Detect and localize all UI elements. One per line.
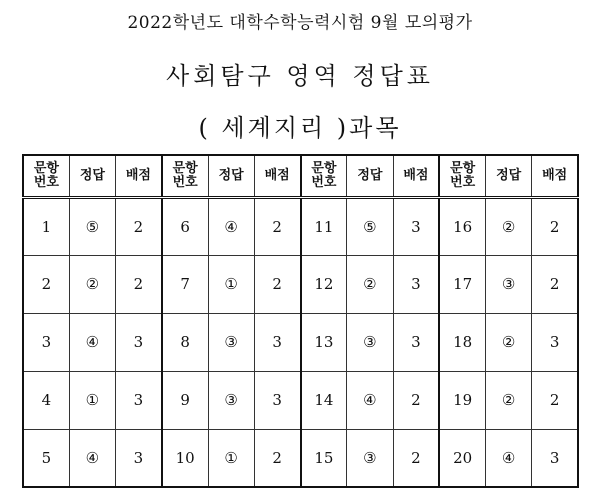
- score-value: 2: [254, 255, 300, 313]
- question-number: 11: [301, 197, 347, 255]
- subject-title: ( 세계지리 )과목: [198, 114, 402, 142]
- answer-value: ③: [208, 313, 254, 371]
- question-number: 18: [439, 313, 485, 371]
- question-number: 12: [301, 255, 347, 313]
- score-value: 2: [254, 429, 300, 487]
- header-question-number: 문항 번호: [301, 155, 347, 197]
- answer-value: ⑤: [347, 197, 393, 255]
- question-number: 16: [439, 197, 485, 255]
- score-value: 3: [532, 313, 578, 371]
- answer-value: ③: [347, 313, 393, 371]
- answer-value: ③: [486, 255, 532, 313]
- question-number: 6: [162, 197, 208, 255]
- answer-value: ②: [347, 255, 393, 313]
- answer-value: ④: [208, 197, 254, 255]
- header-question-number: 문항 번호: [162, 155, 208, 197]
- answer-value: ④: [486, 429, 532, 487]
- question-number: 2: [23, 255, 69, 313]
- score-value: 2: [254, 197, 300, 255]
- answer-value: ①: [208, 255, 254, 313]
- question-number: 9: [162, 371, 208, 429]
- question-number: 8: [162, 313, 208, 371]
- question-number: 15: [301, 429, 347, 487]
- header-answer: 정답: [208, 155, 254, 197]
- score-value: 2: [116, 255, 162, 313]
- question-number: 17: [439, 255, 485, 313]
- answer-value: ④: [69, 429, 115, 487]
- answer-value: ③: [208, 371, 254, 429]
- question-number: 19: [439, 371, 485, 429]
- answer-value: ③: [347, 429, 393, 487]
- score-value: 2: [393, 371, 439, 429]
- header-question-number: 문항 번호: [23, 155, 69, 197]
- answer-value: ④: [69, 313, 115, 371]
- table-header-row: [23, 155, 578, 197]
- score-value: 2: [532, 197, 578, 255]
- question-number: 1: [23, 197, 69, 255]
- score-value: 3: [532, 429, 578, 487]
- header-answer: 정답: [347, 155, 393, 197]
- question-number: 14: [301, 371, 347, 429]
- score-value: 3: [116, 429, 162, 487]
- header-score: 배점: [532, 155, 578, 197]
- score-value: 3: [254, 313, 300, 371]
- score-value: 2: [532, 371, 578, 429]
- header-score: 배점: [393, 155, 439, 197]
- answer-value: ①: [69, 371, 115, 429]
- score-value: 2: [116, 197, 162, 255]
- answer-table: [22, 154, 579, 488]
- score-value: 3: [116, 371, 162, 429]
- question-number: 7: [162, 255, 208, 313]
- table-row: [23, 429, 578, 487]
- table-row: [23, 255, 578, 313]
- table-row: [23, 197, 578, 255]
- table-row: [23, 313, 578, 371]
- header-question-number: 문항 번호: [439, 155, 485, 197]
- header-answer: 정답: [486, 155, 532, 197]
- question-number: 13: [301, 313, 347, 371]
- header-score: 배점: [254, 155, 300, 197]
- question-number: 10: [162, 429, 208, 487]
- score-value: 2: [532, 255, 578, 313]
- exam-title: 2022학년도 대학수학능력시험 9월 모의평가: [127, 13, 473, 33]
- score-value: 3: [393, 313, 439, 371]
- answer-value: ⑤: [69, 197, 115, 255]
- question-number: 3: [23, 313, 69, 371]
- answer-value: ④: [347, 371, 393, 429]
- question-number: 20: [439, 429, 485, 487]
- answer-value: ②: [486, 371, 532, 429]
- question-number: 4: [23, 371, 69, 429]
- question-number: 5: [23, 429, 69, 487]
- score-value: 3: [254, 371, 300, 429]
- answer-value: ①: [208, 429, 254, 487]
- table-row: [23, 371, 578, 429]
- score-value: 3: [116, 313, 162, 371]
- score-value: 3: [393, 255, 439, 313]
- header-answer: 정답: [69, 155, 115, 197]
- header-score: 배점: [116, 155, 162, 197]
- score-value: 3: [393, 197, 439, 255]
- answer-value: ②: [486, 197, 532, 255]
- score-value: 2: [393, 429, 439, 487]
- area-title: 사회탐구 영역 정답표: [166, 62, 434, 90]
- answer-value: ②: [486, 313, 532, 371]
- answer-value: ②: [69, 255, 115, 313]
